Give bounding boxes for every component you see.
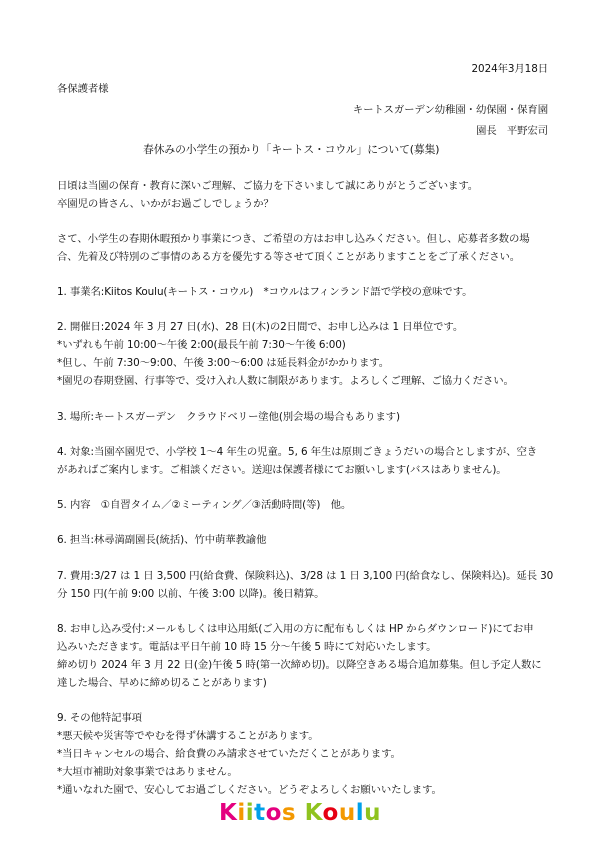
item-2-line: 2. 開催日:2024 年 3 月 27 日(水)、28 日(木)の2日間で、お申し込みは 1 日単位です。 xyxy=(57,321,464,333)
logo-letter: t xyxy=(254,800,266,826)
logo-letter: K xyxy=(218,800,238,826)
item-9-line: *大垣市補助対象事業ではありません。 xyxy=(57,766,238,778)
item-2-line: *但し、午前 7:30～9:00、午後 3:00～6:00 は延長料金がかかります。 xyxy=(57,357,389,369)
organization-name: キートスガーデン幼稚園・幼保園・保育園 xyxy=(352,104,548,116)
logo-letter: K xyxy=(304,800,323,826)
item-5-line: 5. 内容 ①自習タイム／②ミーティング／③活動時間(等) 他。 xyxy=(57,499,352,511)
logo-letter: o xyxy=(322,800,339,826)
intro-line: 日頃は当園の保育・教育に深いご理解、ご協力を下さいまして誠にありがとうございます。 xyxy=(57,180,479,192)
item-3-line: 3. 場所:キートスガーデン クラウドベリー塗他(別会場の場合もあります) xyxy=(57,411,400,423)
item-8-line: 8. お申し込み受付:メールもしくは申込用紙(ご入用の方に配布もしくは HP からダウンロード)にてお申 xyxy=(57,623,534,635)
item-4-line: があればご案内します。ご相談ください。送迎は保護者様にてお願いします(バスはありません)。 xyxy=(57,464,507,476)
notice-title: 春休みの小学生の預かり「キートス・コウル」について(募集) xyxy=(143,143,440,156)
logo-letter: i xyxy=(237,800,246,826)
item-1-line: 1. 事業名:Kiitos Koulu(キートス・コウル) *コウルはフィンランド語で学校の意味です。 xyxy=(57,286,473,298)
item-6-line: 6. 担当:林尋満副園長(統括)、竹中萌華教諭他 xyxy=(57,534,267,546)
item-2-line: *園児の春期登園、行事等で、受け入れ人数に制限があります。よろしくご理解、ご協力ください。 xyxy=(57,375,514,387)
date: 2024年3月18日 xyxy=(471,63,548,75)
logo-text xyxy=(219,800,381,826)
director-name: 園長 平野宏司 xyxy=(475,125,548,137)
logo-letter: l xyxy=(355,800,365,826)
item-9-heading: 9. その他特記事項 xyxy=(57,712,142,724)
item-7-line: 7. 費用:3/27 は 1 日 3,500 円(給食費、保険料込)、3/28 は 1 日 3,100 円(給食なし、保険料込)。延長 30 xyxy=(57,570,554,582)
item-2-line: *いずれも午前 10:00～午後 2:00(最長午前 7:30～午後 6:00) xyxy=(57,339,346,351)
item-8-line: 達した場合、早めに締め切ることがあります) xyxy=(57,677,267,689)
item-8-line: 込みいただきます。電話は平日午前 10 時 15 分～午後 5 時にて対応いたします。 xyxy=(57,641,437,653)
logo-letter: u xyxy=(364,800,381,826)
logo-letter: o xyxy=(265,800,282,826)
item-7-line: 分 150 円(午前 9:00 以前、午後 3:00 以降)。後日精算。 xyxy=(57,588,325,600)
body-paragraph-line: さて、小学生の春期休暇預かり事業につき、ご希望の方はお申し込みください。但し、応募者多数の場 xyxy=(57,233,530,245)
item-8-line: 締め切り 2024 年 3 月 22 日(金)午後 5 時(第一次締め切)。以降空きある場合追加募集。但し予定人数に xyxy=(57,659,542,671)
item-9-line: *通いなれた園で、安心してお過ごしください。どうぞよろしくお願いいたします。 xyxy=(57,784,442,796)
kiitos-koulu-logo xyxy=(0,800,600,826)
logo-letter: i xyxy=(245,800,255,826)
logo-letter: u xyxy=(338,800,356,826)
item-4-line: 4. 対象:当園卒園児で、小学校 1～4 年生の児童。5, 6 年生は原則ごきょうだいの場合としますが、空き xyxy=(57,446,538,458)
addressee: 各保護者様 xyxy=(57,83,109,95)
logo-letter xyxy=(296,800,305,826)
body-paragraph-line: 合、先着及び特別のご事情のある方を優先する等させて頂くことがありますことをご了承ください。 xyxy=(57,251,521,263)
item-9-line: *悪天候や災害等でやむを得ず休講することがあります。 xyxy=(57,730,319,742)
intro-line: 卒園児の皆さん、いかがお過ごしでしょうか？ xyxy=(57,198,274,210)
item-9-line: *当日キャンセルの場合、給食費のみ請求させていただくことがあります。 xyxy=(57,748,401,760)
logo-letter: s xyxy=(281,800,297,826)
